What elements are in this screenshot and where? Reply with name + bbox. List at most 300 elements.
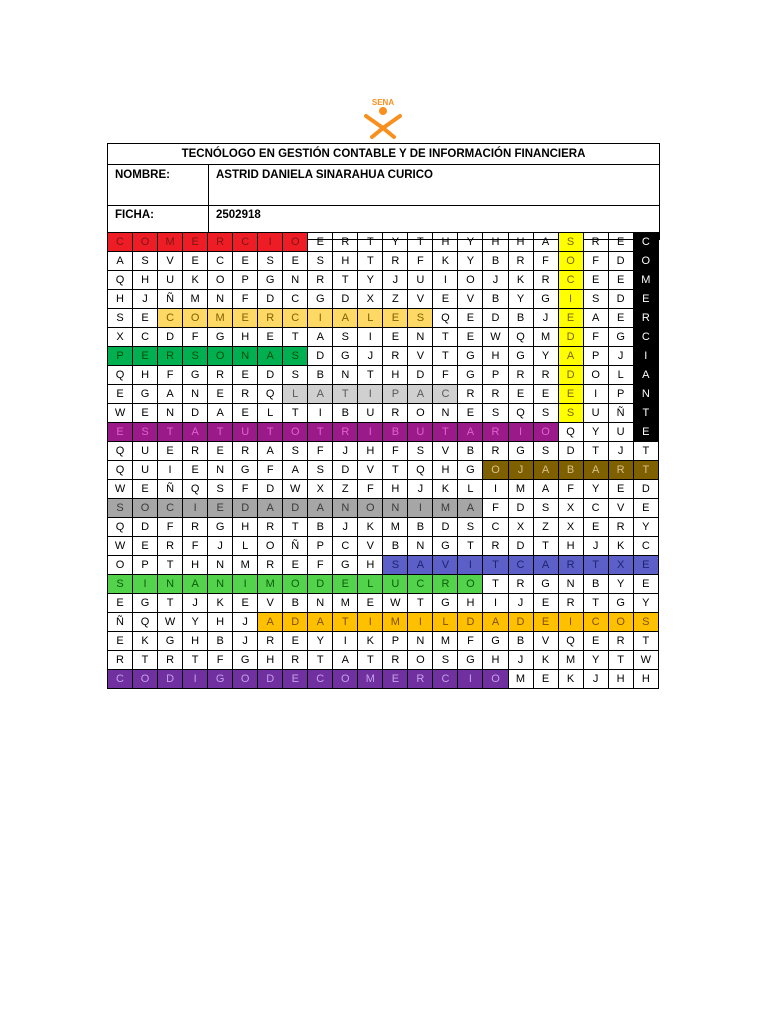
grid-cell: V [358, 461, 383, 480]
grid-cell: M [333, 594, 358, 613]
grid-cell: C [233, 233, 258, 252]
grid-cell: E [133, 404, 158, 423]
grid-cell: O [558, 252, 583, 271]
grid-cell: A [333, 651, 358, 670]
grid-row [108, 385, 659, 404]
grid-cell: I [333, 632, 358, 651]
grid-cell: V [433, 556, 458, 575]
grid-cell: T [633, 404, 658, 423]
grid-cell: R [383, 651, 408, 670]
grid-cell: G [208, 518, 233, 537]
grid-cell: A [408, 385, 433, 404]
grid-cell: D [608, 252, 633, 271]
grid-cell: G [308, 290, 333, 309]
grid-cell: T [283, 518, 308, 537]
grid-cell: L [358, 575, 383, 594]
grid-cell: S [333, 328, 358, 347]
grid-cell: T [433, 328, 458, 347]
grid-cell: E [108, 385, 133, 404]
grid-cell: R [533, 366, 558, 385]
grid-cell: E [283, 252, 308, 271]
grid-cell: M [383, 518, 408, 537]
grid-cell: M [183, 290, 208, 309]
grid-cell: S [108, 499, 133, 518]
grid-cell: T [608, 651, 633, 670]
grid-cell: M [558, 651, 583, 670]
grid-cell: T [283, 404, 308, 423]
grid-cell: R [258, 518, 283, 537]
grid-cell: T [333, 385, 358, 404]
grid-cell: B [408, 518, 433, 537]
grid-cell: Y [633, 594, 658, 613]
grid-cell: E [133, 537, 158, 556]
grid-cell: N [208, 290, 233, 309]
grid-cell: B [208, 632, 233, 651]
grid-cell: J [508, 651, 533, 670]
grid-cell: E [458, 404, 483, 423]
grid-cell: K [183, 271, 208, 290]
grid-cell: Y [183, 613, 208, 632]
grid-cell: I [483, 480, 508, 499]
grid-cell: E [233, 404, 258, 423]
grid-cell: E [308, 233, 333, 252]
grid-cell: I [358, 328, 383, 347]
sena-logo-text: SENA [371, 98, 395, 107]
grid-cell: I [433, 271, 458, 290]
grid-cell: G [333, 347, 358, 366]
grid-cell: R [483, 423, 508, 442]
grid-cell: K [133, 632, 158, 651]
grid-cell: N [408, 537, 433, 556]
grid-cell: A [158, 385, 183, 404]
grid-cell: R [308, 271, 333, 290]
grid-cell: C [583, 499, 608, 518]
grid-cell: E [633, 575, 658, 594]
grid-cell: G [508, 442, 533, 461]
grid-cell: T [333, 271, 358, 290]
grid-cell: P [133, 556, 158, 575]
grid-cell: W [633, 651, 658, 670]
grid-cell: G [433, 537, 458, 556]
grid-cell: T [483, 575, 508, 594]
grid-row [108, 632, 659, 651]
grid-cell: B [558, 461, 583, 480]
grid-cell: Q [508, 404, 533, 423]
grid-cell: Y [533, 347, 558, 366]
name-label: NOMBRE: [108, 165, 209, 206]
grid-cell: A [258, 347, 283, 366]
grid-cell: R [558, 556, 583, 575]
grid-cell: A [308, 385, 333, 404]
grid-cell: P [483, 366, 508, 385]
grid-cell: H [383, 480, 408, 499]
grid-cell: I [633, 347, 658, 366]
grid-cell: D [608, 290, 633, 309]
grid-cell: E [508, 385, 533, 404]
grid-cell: M [208, 309, 233, 328]
grid-cell: C [633, 233, 658, 252]
grid-cell: N [208, 575, 233, 594]
grid-cell: T [633, 632, 658, 651]
grid-cell: A [333, 309, 358, 328]
grid-cell: B [283, 594, 308, 613]
grid-cell: N [233, 347, 258, 366]
grid-cell: E [383, 328, 408, 347]
grid-cell: E [158, 442, 183, 461]
grid-cell: R [158, 537, 183, 556]
grid-cell: Y [583, 651, 608, 670]
grid-row [108, 613, 659, 632]
grid-cell: D [133, 518, 158, 537]
grid-cell: X [108, 328, 133, 347]
grid-cell: G [458, 366, 483, 385]
grid-cell: E [133, 480, 158, 499]
grid-cell: E [208, 499, 233, 518]
grid-cell: Y [583, 480, 608, 499]
grid-cell: G [608, 594, 633, 613]
grid-cell: Y [608, 575, 633, 594]
grid-cell: G [133, 594, 158, 613]
grid-cell: T [158, 423, 183, 442]
grid-cell: W [483, 328, 508, 347]
grid-row [108, 366, 659, 385]
grid-cell: O [108, 556, 133, 575]
grid-cell: S [283, 347, 308, 366]
grid-cell: Q [108, 271, 133, 290]
grid-cell: A [533, 556, 558, 575]
grid-cell: F [158, 366, 183, 385]
grid-cell: J [608, 347, 633, 366]
grid-cell: R [483, 442, 508, 461]
grid-cell: E [283, 632, 308, 651]
grid-cell: C [133, 328, 158, 347]
grid-cell: J [383, 271, 408, 290]
grid-cell: C [583, 613, 608, 632]
grid-cell: S [383, 556, 408, 575]
grid-cell: S [108, 309, 133, 328]
grid-cell: I [183, 499, 208, 518]
grid-cell: C [433, 670, 458, 689]
grid-cell: W [108, 537, 133, 556]
grid-cell: T [333, 613, 358, 632]
grid-cell: J [483, 271, 508, 290]
grid-cell: O [458, 575, 483, 594]
grid-cell: H [333, 252, 358, 271]
grid-cell: S [458, 518, 483, 537]
grid-cell: G [533, 290, 558, 309]
grid-cell: Y [308, 632, 333, 651]
grid-cell: Q [508, 328, 533, 347]
grid-cell: J [358, 347, 383, 366]
grid-cell: A [308, 328, 333, 347]
grid-cell: H [208, 613, 233, 632]
grid-cell: R [258, 309, 283, 328]
grid-cell: W [108, 404, 133, 423]
grid-cell: R [183, 442, 208, 461]
grid-row [108, 670, 659, 689]
grid-cell: B [583, 575, 608, 594]
grid-cell: C [483, 518, 508, 537]
grid-cell: H [383, 366, 408, 385]
grid-cell: P [108, 347, 133, 366]
grid-cell: E [458, 328, 483, 347]
grid-cell: Q [433, 309, 458, 328]
grid-cell: A [258, 499, 283, 518]
grid-cell: R [583, 233, 608, 252]
grid-cell: X [558, 499, 583, 518]
grid-row [108, 480, 659, 499]
grid-cell: R [333, 233, 358, 252]
grid-cell: Q [408, 461, 433, 480]
grid-row [108, 271, 659, 290]
grid-cell: F [233, 480, 258, 499]
grid-cell: H [133, 366, 158, 385]
grid-cell: N [283, 271, 308, 290]
grid-cell: R [483, 537, 508, 556]
grid-cell: E [133, 309, 158, 328]
grid-cell: J [233, 613, 258, 632]
grid-cell: R [508, 252, 533, 271]
grid-cell: D [558, 328, 583, 347]
grid-cell: M [533, 328, 558, 347]
grid-cell: Q [183, 480, 208, 499]
grid-cell: E [633, 556, 658, 575]
grid-cell: R [383, 347, 408, 366]
grid-cell: D [483, 309, 508, 328]
grid-cell: I [408, 613, 433, 632]
grid-cell: O [583, 366, 608, 385]
grid-cell: A [483, 613, 508, 632]
grid-cell: Y [633, 518, 658, 537]
grid-cell: T [633, 442, 658, 461]
grid-cell: O [333, 670, 358, 689]
grid-cell: N [408, 632, 433, 651]
grid-cell: A [583, 309, 608, 328]
grid-cell: F [358, 480, 383, 499]
grid-cell: O [533, 423, 558, 442]
grid-cell: Z [533, 518, 558, 537]
grid-cell: R [258, 556, 283, 575]
grid-cell: M [233, 556, 258, 575]
grid-cell: G [158, 632, 183, 651]
grid-cell: P [383, 632, 408, 651]
grid-cell: R [458, 385, 483, 404]
grid-cell: R [558, 594, 583, 613]
grid-cell: T [258, 423, 283, 442]
grid-cell: O [233, 670, 258, 689]
grid-cell: Y [458, 252, 483, 271]
grid-cell: T [283, 328, 308, 347]
grid-cell: Z [333, 480, 358, 499]
grid-cell: F [383, 442, 408, 461]
grid-cell: H [183, 556, 208, 575]
grid-cell: E [533, 613, 558, 632]
grid-cell: S [558, 233, 583, 252]
sena-logo [358, 97, 408, 139]
grid-cell: J [333, 442, 358, 461]
grid-cell: A [458, 499, 483, 518]
grid-cell: V [408, 290, 433, 309]
grid-cell: Y [383, 233, 408, 252]
grid-cell: G [533, 575, 558, 594]
grid-cell: F [258, 461, 283, 480]
grid-cell: A [258, 442, 283, 461]
grid-cell: T [158, 594, 183, 613]
grid-cell: C [108, 233, 133, 252]
grid-cell: T [183, 651, 208, 670]
grid-cell: S [483, 404, 508, 423]
grid-row [108, 423, 659, 442]
grid-cell: R [233, 385, 258, 404]
grid-cell: J [233, 632, 258, 651]
grid-cell: C [283, 290, 308, 309]
grid-row [108, 442, 659, 461]
grid-cell: R [158, 651, 183, 670]
grid-cell: J [583, 537, 608, 556]
grid-row [108, 537, 659, 556]
grid-cell: G [333, 556, 358, 575]
grid-cell: R [633, 309, 658, 328]
grid-cell: H [358, 442, 383, 461]
grid-row [108, 290, 659, 309]
grid-row [108, 404, 659, 423]
grid-cell: J [508, 461, 533, 480]
grid-cell: O [358, 499, 383, 518]
grid-cell: J [608, 442, 633, 461]
grid-cell: Q [258, 385, 283, 404]
grid-cell: S [408, 309, 433, 328]
grid-cell: E [208, 442, 233, 461]
grid-cell: E [208, 385, 233, 404]
grid-cell: R [158, 347, 183, 366]
grid-cell: Z [383, 290, 408, 309]
grid-row [108, 347, 659, 366]
grid-cell: G [608, 328, 633, 347]
grid-cell: O [283, 575, 308, 594]
grid-cell: U [408, 423, 433, 442]
grid-cell: B [508, 632, 533, 651]
grid-cell: T [383, 461, 408, 480]
grid-cell: C [108, 670, 133, 689]
grid-cell: J [208, 537, 233, 556]
grid-cell: O [283, 233, 308, 252]
grid-cell: N [208, 461, 233, 480]
grid-cell: R [533, 271, 558, 290]
grid-cell: T [133, 651, 158, 670]
grid-cell: K [433, 252, 458, 271]
grid-cell: C [283, 309, 308, 328]
grid-cell: Q [108, 518, 133, 537]
grid-cell: U [158, 271, 183, 290]
grid-cell: D [158, 328, 183, 347]
grid-cell: C [408, 575, 433, 594]
grid-cell: B [383, 537, 408, 556]
grid-cell: T [433, 347, 458, 366]
grid-cell: O [283, 423, 308, 442]
grid-cell: J [508, 594, 533, 613]
grid-cell: E [183, 233, 208, 252]
grid-cell: A [208, 404, 233, 423]
grid-cell: O [483, 461, 508, 480]
grid-cell: D [258, 670, 283, 689]
grid-cell: X [508, 518, 533, 537]
grid-cell: C [633, 537, 658, 556]
grid-cell: G [458, 461, 483, 480]
grid-cell: D [333, 290, 358, 309]
grid-cell: M [508, 480, 533, 499]
grid-cell: O [633, 252, 658, 271]
grid-cell: R [408, 670, 433, 689]
grid-cell: T [408, 594, 433, 613]
grid-cell: D [508, 499, 533, 518]
grid-cell: A [183, 575, 208, 594]
grid-cell: T [483, 556, 508, 575]
grid-cell: S [533, 442, 558, 461]
grid-cell: S [533, 499, 558, 518]
grid-cell: I [583, 385, 608, 404]
grid-cell: C [158, 309, 183, 328]
grid-cell: O [208, 347, 233, 366]
grid-cell: A [308, 499, 333, 518]
grid-cell: B [308, 366, 333, 385]
grid-cell: K [358, 632, 383, 651]
grid-cell: F [533, 252, 558, 271]
grid-cell: K [208, 594, 233, 613]
grid-cell: G [483, 632, 508, 651]
grid-cell: C [558, 271, 583, 290]
grid-cell: S [208, 480, 233, 499]
grid-cell: R [383, 404, 408, 423]
grid-cell: B [333, 404, 358, 423]
grid-cell: B [308, 518, 333, 537]
grid-cell: Y [458, 233, 483, 252]
grid-cell: O [458, 271, 483, 290]
grid-cell: E [233, 252, 258, 271]
grid-cell: T [533, 537, 558, 556]
grid-cell: I [233, 575, 258, 594]
grid-cell: E [458, 309, 483, 328]
grid-cell: E [283, 670, 308, 689]
grid-cell: B [483, 252, 508, 271]
grid-cell: T [208, 423, 233, 442]
ficha-value: 2502918 [209, 206, 660, 240]
grid-row [108, 556, 659, 575]
grid-cell: V [258, 594, 283, 613]
grid-cell: S [108, 575, 133, 594]
grid-cell: I [258, 233, 283, 252]
grid-cell: E [433, 290, 458, 309]
name-value: ASTRID DANIELA SINARAHUA CURICO [209, 165, 660, 206]
grid-cell: V [408, 347, 433, 366]
grid-cell: N [308, 594, 333, 613]
grid-cell: D [283, 613, 308, 632]
grid-cell: E [583, 271, 608, 290]
grid-cell: A [408, 556, 433, 575]
grid-cell: E [608, 480, 633, 499]
word-search-grid [107, 232, 659, 689]
grid-cell: S [308, 252, 333, 271]
grid-cell: E [583, 632, 608, 651]
grid-cell: K [508, 271, 533, 290]
grid-cell: C [433, 385, 458, 404]
grid-cell: B [383, 423, 408, 442]
grid-cell: C [508, 556, 533, 575]
grid-cell: E [608, 309, 633, 328]
grid-cell: X [608, 556, 633, 575]
grid-cell: F [208, 651, 233, 670]
grid-cell: L [258, 404, 283, 423]
grid-cell: A [558, 347, 583, 366]
